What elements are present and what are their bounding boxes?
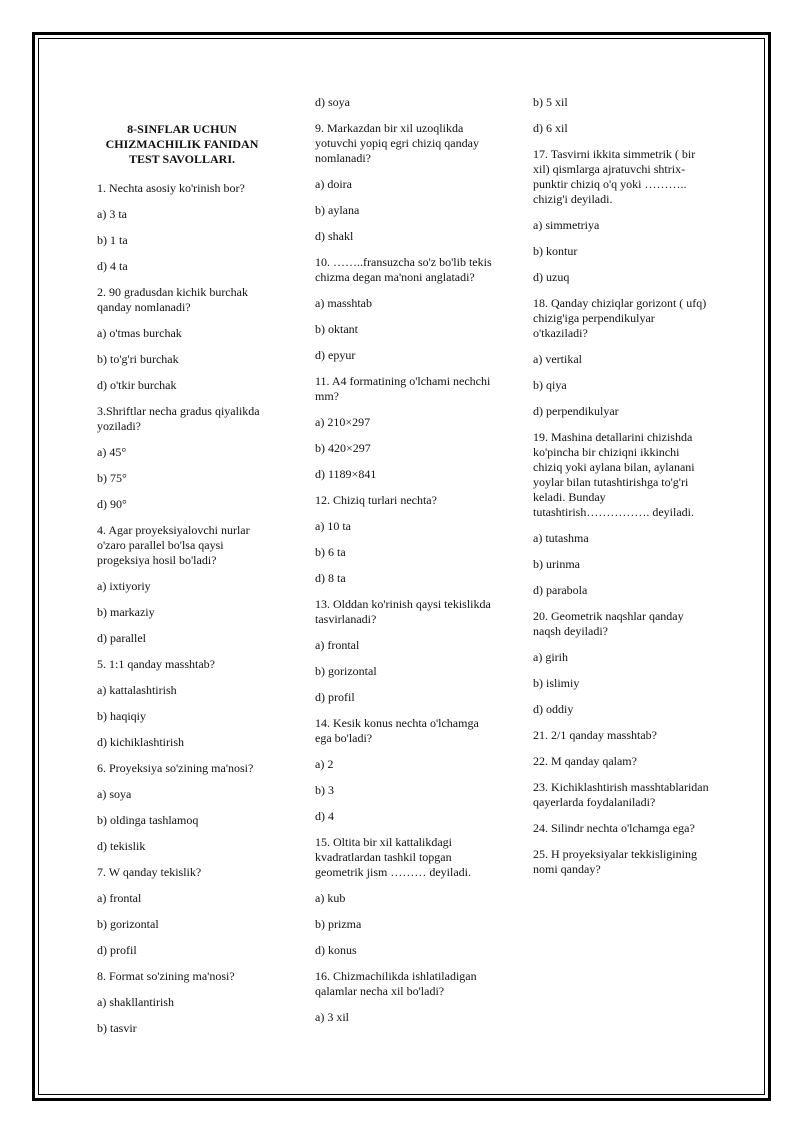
answer-option: b) aylana	[315, 203, 360, 217]
answer-option: b) 75°	[97, 471, 127, 485]
answer-option: d) profil	[315, 690, 355, 704]
answer-option: b) 1 ta	[97, 233, 128, 247]
answer-option: a) kub	[315, 891, 346, 905]
column-3	[533, 95, 709, 888]
question-text: 4. Agar proyeksiyalovchi nurlar o'zaro parallel bo'lsa qaysi progeksiya hosil bo'ladi?	[97, 523, 250, 567]
question-text: 17. Tasvirni ikkita simmetrik ( bir xil) qismlarga ajratuvchi shtrix-punktir chiziq o'q yoki ……….. chizig'i deyiladi.	[533, 147, 696, 206]
question-text: 12. Chiziq turlari nechta?	[315, 493, 437, 507]
question-text: 24. Silindr nechta o'lchamga ega?	[533, 821, 695, 835]
answer-option: a) tutashma	[533, 531, 589, 545]
question-text: 14. Kesik konus nechta o'lchamga ega bo'ladi?	[315, 716, 479, 745]
column-2-items	[315, 95, 495, 1025]
answer-option: d) parabola	[533, 583, 588, 597]
question-text: 3.Shriftlar necha gradus qiyalikda yoziladi?	[97, 404, 260, 433]
answer-option: d) profil	[97, 943, 137, 957]
question-text: 6. Proyeksiya so'zining ma'nosi?	[97, 761, 254, 775]
answer-option: b) kontur	[533, 244, 578, 258]
answer-option: a) girih	[533, 650, 568, 664]
answer-option: a) frontal	[315, 638, 360, 652]
question-text: 13. Olddan ko'rinish qaysi tekislikda tasvirlanadi?	[315, 597, 491, 626]
answer-option: d) parallel	[97, 631, 146, 645]
answer-option: a) soya	[97, 787, 132, 801]
question-text: 11. A4 formatining o'lchami nechchi mm?	[315, 374, 491, 403]
question-text: 7. W qanday tekislik?	[97, 865, 202, 879]
answer-option: d) 1189×841	[315, 467, 377, 481]
answer-option: a) 210×297	[315, 415, 371, 429]
answer-option: b) 6 ta	[315, 545, 346, 559]
question-text: 5. 1:1 qanday masshtab?	[97, 657, 215, 671]
question-text: 2. 90 gradusdan kichik burchak qanday nomlanadi?	[97, 285, 248, 314]
answer-option: b) oldinga tashlamoq	[97, 813, 199, 827]
answer-option: a) ixtiyoriy	[97, 579, 151, 593]
answer-option: a) 3 xil	[315, 1010, 349, 1024]
answer-option: d) soya	[315, 95, 350, 109]
answer-option: d) 4	[315, 809, 334, 823]
answer-option: a) simmetriya	[533, 218, 600, 232]
answer-option: a) o'tmas burchak	[97, 326, 182, 340]
question-text: 21. 2/1 qanday masshtab?	[533, 728, 657, 742]
answer-option: b) tasvir	[97, 1021, 137, 1035]
document-title: 8-SINFLAR UCHUN CHIZMACHILIK FANIDAN TEST SAVOLLARI.	[105, 122, 259, 166]
column-1	[97, 122, 267, 1047]
question-text: 23. Kichiklashtirish masshtablaridan qayerlarda foydalaniladi?	[533, 780, 709, 809]
answer-option: a) vertikal	[533, 352, 582, 366]
answer-option: d) 8 ta	[315, 571, 346, 585]
answer-option: d) konus	[315, 943, 357, 957]
answer-option: d) 90°	[97, 497, 127, 511]
answer-option: a) kattalashtirish	[97, 683, 177, 697]
answer-option: b) islimiy	[533, 676, 580, 690]
question-text: 22. M qanday qalam?	[533, 754, 637, 768]
question-text: 8. Format so'zining ma'nosi?	[97, 969, 235, 983]
answer-option: a) shakllantirish	[97, 995, 174, 1009]
question-text: 25. H proyeksiyalar tekkisligining nomi qanday?	[533, 847, 697, 876]
question-text: 1. Nechta asosiy ko'rinish bor?	[97, 181, 245, 195]
question-text: 20. Geometrik naqshlar qanday naqsh deyiladi?	[533, 609, 684, 638]
answer-option: d) 6 xil	[533, 121, 568, 135]
answer-option: b) gorizontal	[97, 917, 159, 931]
answer-option: b) urinma	[533, 557, 580, 571]
answer-option: b) 5 xil	[533, 95, 568, 109]
answer-option: b) gorizontal	[315, 664, 377, 678]
question-text: 18. Qanday chiziqlar gorizont ( ufq) chizig'iga perpendikulyar o'tkaziladi?	[533, 296, 707, 340]
column-3-items	[533, 95, 709, 877]
question-text: 16. Chizmachilikda ishlatiladigan qalamlar necha xil bo'ladi?	[315, 969, 477, 998]
answer-option: b) prizma	[315, 917, 362, 931]
answer-option: d) 4 ta	[97, 259, 128, 273]
answer-option: b) 420×297	[315, 441, 371, 455]
answer-option: b) oktant	[315, 322, 358, 336]
answer-option: b) haqiqiy	[97, 709, 146, 723]
answer-option: a) 10 ta	[315, 519, 351, 533]
answer-option: d) shakl	[315, 229, 354, 243]
answer-option: d) o'tkir burchak	[97, 378, 177, 392]
answer-option: d) tekislik	[97, 839, 146, 853]
answer-option: a) 45°	[97, 445, 127, 459]
answer-option: d) epyur	[315, 348, 356, 362]
question-text: 10. ……..fransuzcha so'z bo'lib tekis chizma degan ma'noni anglatadi?	[315, 255, 492, 284]
answer-option: b) 3	[315, 783, 334, 797]
answer-option: a) masshtab	[315, 296, 372, 310]
answer-option: d) perpendikulyar	[533, 404, 619, 418]
answer-option: b) to'g'ri burchak	[97, 352, 179, 366]
answer-option: d) kichiklashtirish	[97, 735, 184, 749]
answer-option: d) oddiy	[533, 702, 574, 716]
answer-option: a) doira	[315, 177, 352, 191]
question-text: 9. Markazdan bir xil uzoqlikda yotuvchi yopiq egri chiziq qanday nomlanadi?	[315, 121, 479, 165]
answer-option: b) markaziy	[97, 605, 155, 619]
answer-option: a) 2	[315, 757, 334, 771]
question-text: 19. Mashina detallarini chizishda ko'pincha bir chiziqni ikkinchi chiziq yoki aylana bilan, aylanani yoylar bilan tutashtirishga to'g'ri keladi. Bunday tutashtirish……………. deyiladi.	[533, 430, 695, 519]
answer-option: d) uzuq	[533, 270, 570, 284]
answer-option: a) frontal	[97, 891, 142, 905]
answer-option: b) qiya	[533, 378, 567, 392]
answer-option: a) 3 ta	[97, 207, 127, 221]
question-text: 15. Oltita bir xil kattalikdagi kvadratlardan tashkil topgan geometrik jism ……… deyiladi.	[315, 835, 471, 879]
column-1-items	[97, 181, 267, 1036]
column-2	[315, 95, 495, 1036]
